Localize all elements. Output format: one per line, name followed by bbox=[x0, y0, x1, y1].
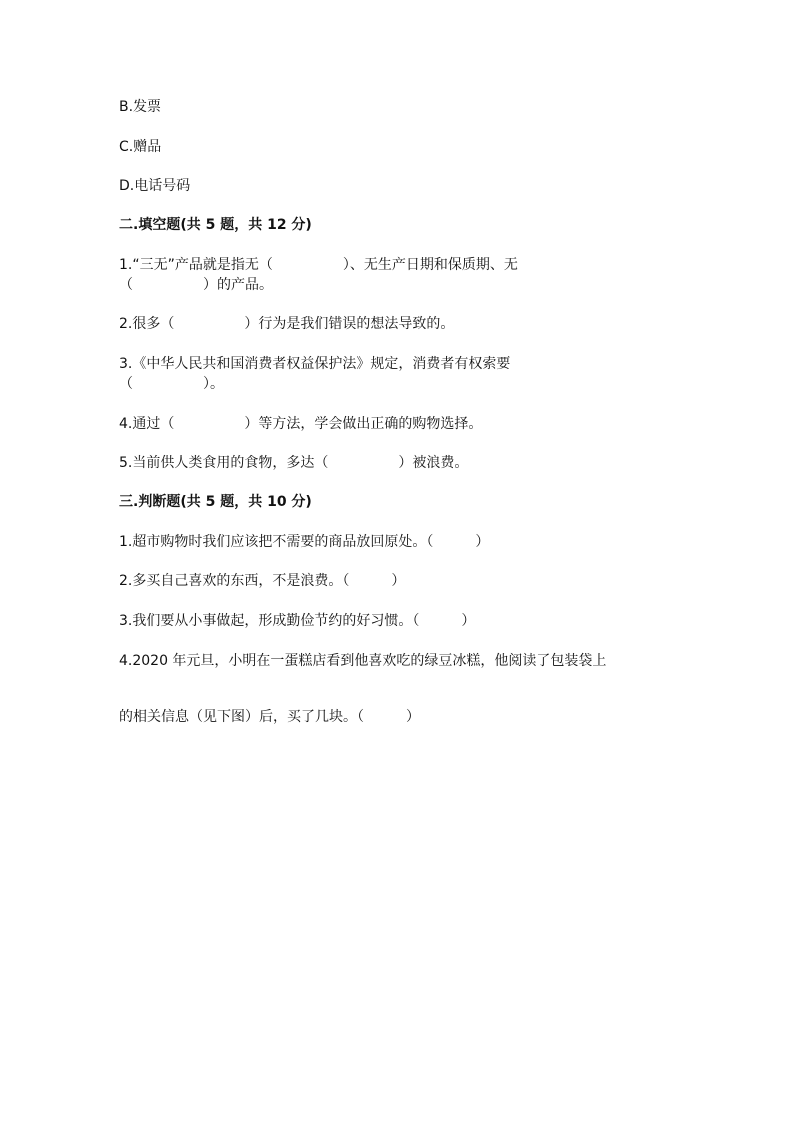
judge-question-3: 3.我们要从小事做起，形成勤俭节约的好习惯。（ ） bbox=[119, 613, 476, 629]
judge-question-4-line-2: 的相关信息（见下图）后，买了几块。（ ） bbox=[119, 709, 420, 725]
fill-question-4: 4.通过（ ）等方法，学会做出正确的购物选择。 bbox=[119, 416, 483, 432]
fill-question-5: 5.当前供人类食用的食物，多达（ ）被浪费。 bbox=[119, 455, 469, 471]
fill-question-3-line-1: 3.《中华人民共和国消费者权益保护法》规定，消费者有权索要 bbox=[119, 356, 511, 372]
fill-question-1-line-2: （ ）的产品。 bbox=[119, 277, 273, 293]
judge-question-4-line-1: 4.2020 年元旦，小明在一蛋糕店看到他喜欢吃的绿豆冰糕，他阅读了包装袋上 bbox=[119, 653, 607, 669]
section-heading-fill-blank: 二.填空题(共 5 题，共 12 分) bbox=[119, 217, 312, 233]
section-heading-true-false: 三.判断题(共 5 题，共 10 分) bbox=[119, 494, 312, 510]
option-b: B.发票 bbox=[119, 99, 162, 115]
option-d: D.电话号码 bbox=[119, 178, 191, 194]
fill-question-2: 2.很多（ ）行为是我们错误的想法导致的。 bbox=[119, 316, 455, 332]
option-c: C.赠品 bbox=[119, 139, 162, 155]
judge-question-1: 1.超市购物时我们应该把不需要的商品放回原处。（ ） bbox=[119, 534, 490, 550]
fill-question-1-line-1: 1.“三无”产品就是指无（ ）、无生产日期和保质期、无 bbox=[119, 257, 518, 273]
judge-question-2: 2.多买自己喜欢的东西，不是浪费。（ ） bbox=[119, 573, 406, 589]
fill-question-3-line-2: （ ）。 bbox=[119, 376, 224, 392]
